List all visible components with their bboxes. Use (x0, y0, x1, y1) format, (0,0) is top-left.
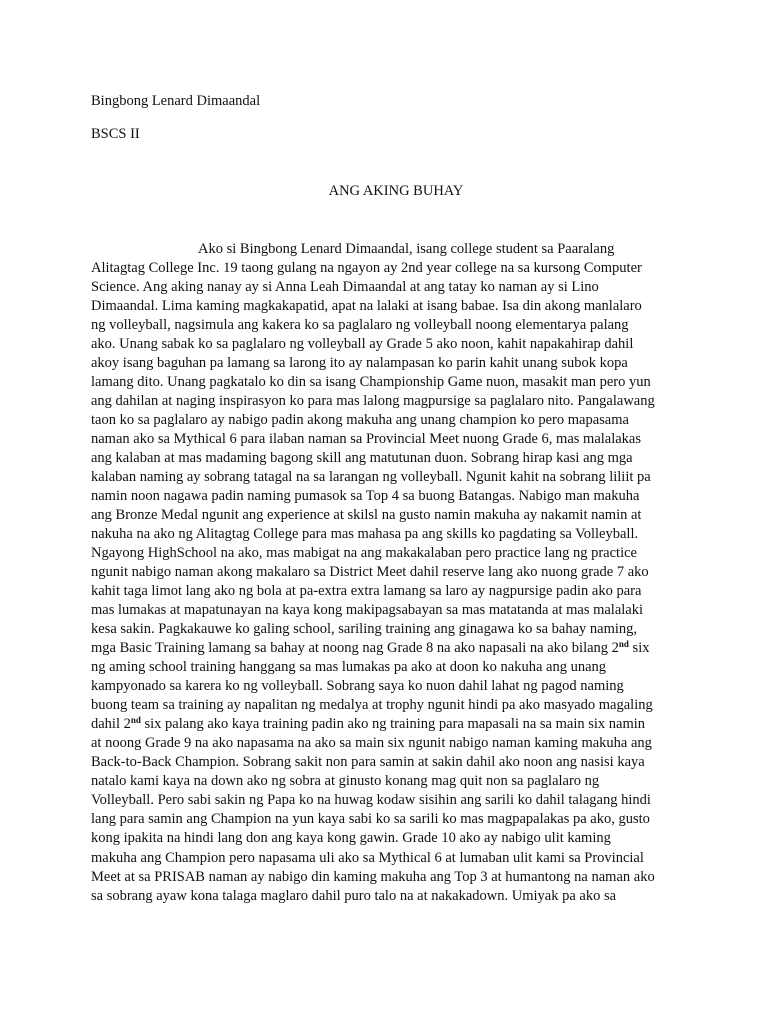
text-line: sa sobrang ayaw kona talaga maglaro dahil puro talo na at nakakadown. Umiyak pa ako sa (91, 887, 617, 904)
text-line: buong team sa training ay napalitan ng medalya at trophy ngunit hindi pa ako masyado magaling (91, 697, 653, 714)
superscript-nd: nd (618, 639, 629, 650)
text-line: Alitagtag College Inc. 19 taong gulang na ngayon ay 2nd year college na sa kursong Computer (91, 260, 642, 277)
superscript-nd: nd (130, 715, 141, 726)
text-line: kahit taga limot lang ako ng bola at pa-extra extra lamang sa laro ay nagpursige padin ako para (91, 583, 642, 600)
text-segment: mga Basic Training lamang sa bahay at noong nag Grade 8 na ako napasali na ako bilang 2 (91, 640, 619, 657)
text-line: makuha ang Champion pero napasama uli ako sa Mythical 6 at lumaban ulit kami sa Provincial (91, 849, 644, 866)
text-segment: six palang ako kaya training padin ako ng training para mapasali na sa main six namin (140, 716, 646, 733)
text-line (91, 639, 691, 658)
text-line: Meet at sa PRISAB naman ay nabigo din kaming makuha ang Top 3 at humantong na naman ako (91, 868, 655, 885)
essay-body (91, 240, 691, 906)
text-line: kong ipakita na hindi lang don ang kaya kong gawin. Grade 10 ako ay nabigo ulit kaming (91, 830, 611, 847)
text-line: namin noon nagawa padin naming pumasok sa Top 4 sa buong Batangas. Nabigo man makuha (91, 488, 640, 505)
essay-title-text: ANG AKING BUHAY (328, 183, 464, 199)
text-line: ako. Unang sabak ko sa paglalaro ng volleyball ay Grade 5 ako noon, kahit napakahirap dahil (91, 336, 634, 353)
text-line: lang para samin ang Champion na yun kaya sabi ko sa sarili ko mas magpapalakas pa ako, gusto (91, 811, 650, 828)
text-line: mas lumakas at mapatunayan na kaya kong makipagsabayan sa mas matatanda at mas malalaki (91, 602, 644, 619)
text-line: Science. Ang aking nanay ay si Anna Leah Dimaandal at ang tatay ko naman ay si Lino (91, 279, 599, 296)
essay-title (0, 182, 768, 200)
text-segment: six (628, 640, 650, 657)
text-segment: dahil 2 (91, 716, 131, 733)
text-line: ang kalaban at mas madaming bagong skill ang matutunan duon. Sobrang hirap kasi ang mga (91, 450, 633, 467)
text-line: Dimaandal. Lima kaming magkakapatid, apat na lalaki at isang babae. Isa din akong manlalaro (91, 298, 642, 315)
text-line: ng volleyball, nagsimula ang kakera ko sa paglalaro ng volleyball noong elementarya palang (91, 317, 629, 334)
text-line: Ako si Bingbong Lenard Dimaandal, isang college student sa Paaralang (198, 241, 615, 257)
text-line: ang dahilan at naging inspirasyon ko para mas lalong magpursige sa paglalaro nito. Pangalawang (91, 393, 655, 410)
text-line: kesa sakin. Pagkakauwe ko galing school, sariling training ang ginagawa ko sa bahay naming, (91, 621, 638, 638)
text-line: naman ako sa Mythical 6 para ilaban naman sa Provincial Meet nuong Grade 6, mas malalakas (91, 431, 642, 448)
course-label: BSCS II (91, 126, 140, 142)
text-line: ng aming school training hanggang sa mas lumakas pa ako at doon ko nakuha ang unang (91, 659, 607, 676)
text-line: Volleyball. Pero sabi sakin ng Papa ko na huwag kodaw sisihin ang sarili ko dahil talagang hindi (91, 792, 651, 809)
text-line: nakuha na ako ng Alitagtag College para mas mahasa pa ang skills ko pagdating sa Volleyball. (91, 526, 639, 543)
text-line: ang Bronze Medal ngunit ang experience at skilsl na gusto namin makuha ay nakamit namin at (91, 507, 642, 524)
text-line: Ngayong HighSchool na ako, mas mabigat na ang makakalaban pero practice lang ng practice (91, 545, 637, 562)
text-line: kampyonado sa karera ko ng volleyball. Sobrang saya ko nuon dahil lahat ng pagod naming (91, 678, 624, 695)
text-line: ngunit nabigo naman akong makalaro sa District Meet dahil reserve lang ako nuong grade 7 ako (91, 564, 649, 581)
text-line (91, 715, 691, 734)
text-line: at noong Grade 9 na ako napasama na ako sa main six ngunit nabigo naman kaming makuha ang (91, 735, 652, 752)
text-line: Back-to-Back Champion. Sobrang sakit non para samin at sakin dahil ako noon ang nasisi kaya (91, 754, 645, 771)
text-line: lamang dito. Unang pagkatalo ko din sa isang Championship Game nuon, masakit man pero yun (91, 374, 651, 391)
author-name: Bingbong Lenard Dimaandal (91, 93, 261, 109)
text-line: taon ko sa paglalaro ay nabigo padin akong makuha ang unang champion ko pero mapasama (91, 412, 629, 429)
text-line: kalaban naming ay sobrang tatagal na sa larangan ng volleyball. Ngunit kahit na sobrang liliit pa (91, 469, 651, 486)
text-line: natalo kami kaya na down ako ng sobra at ginusto konang mag quit non sa paglalaro ng (91, 773, 600, 790)
text-line: akoy isang baguhan pa lamang sa larong ito ay nalampasan ko parin kahit unang subok kopa (91, 355, 628, 372)
